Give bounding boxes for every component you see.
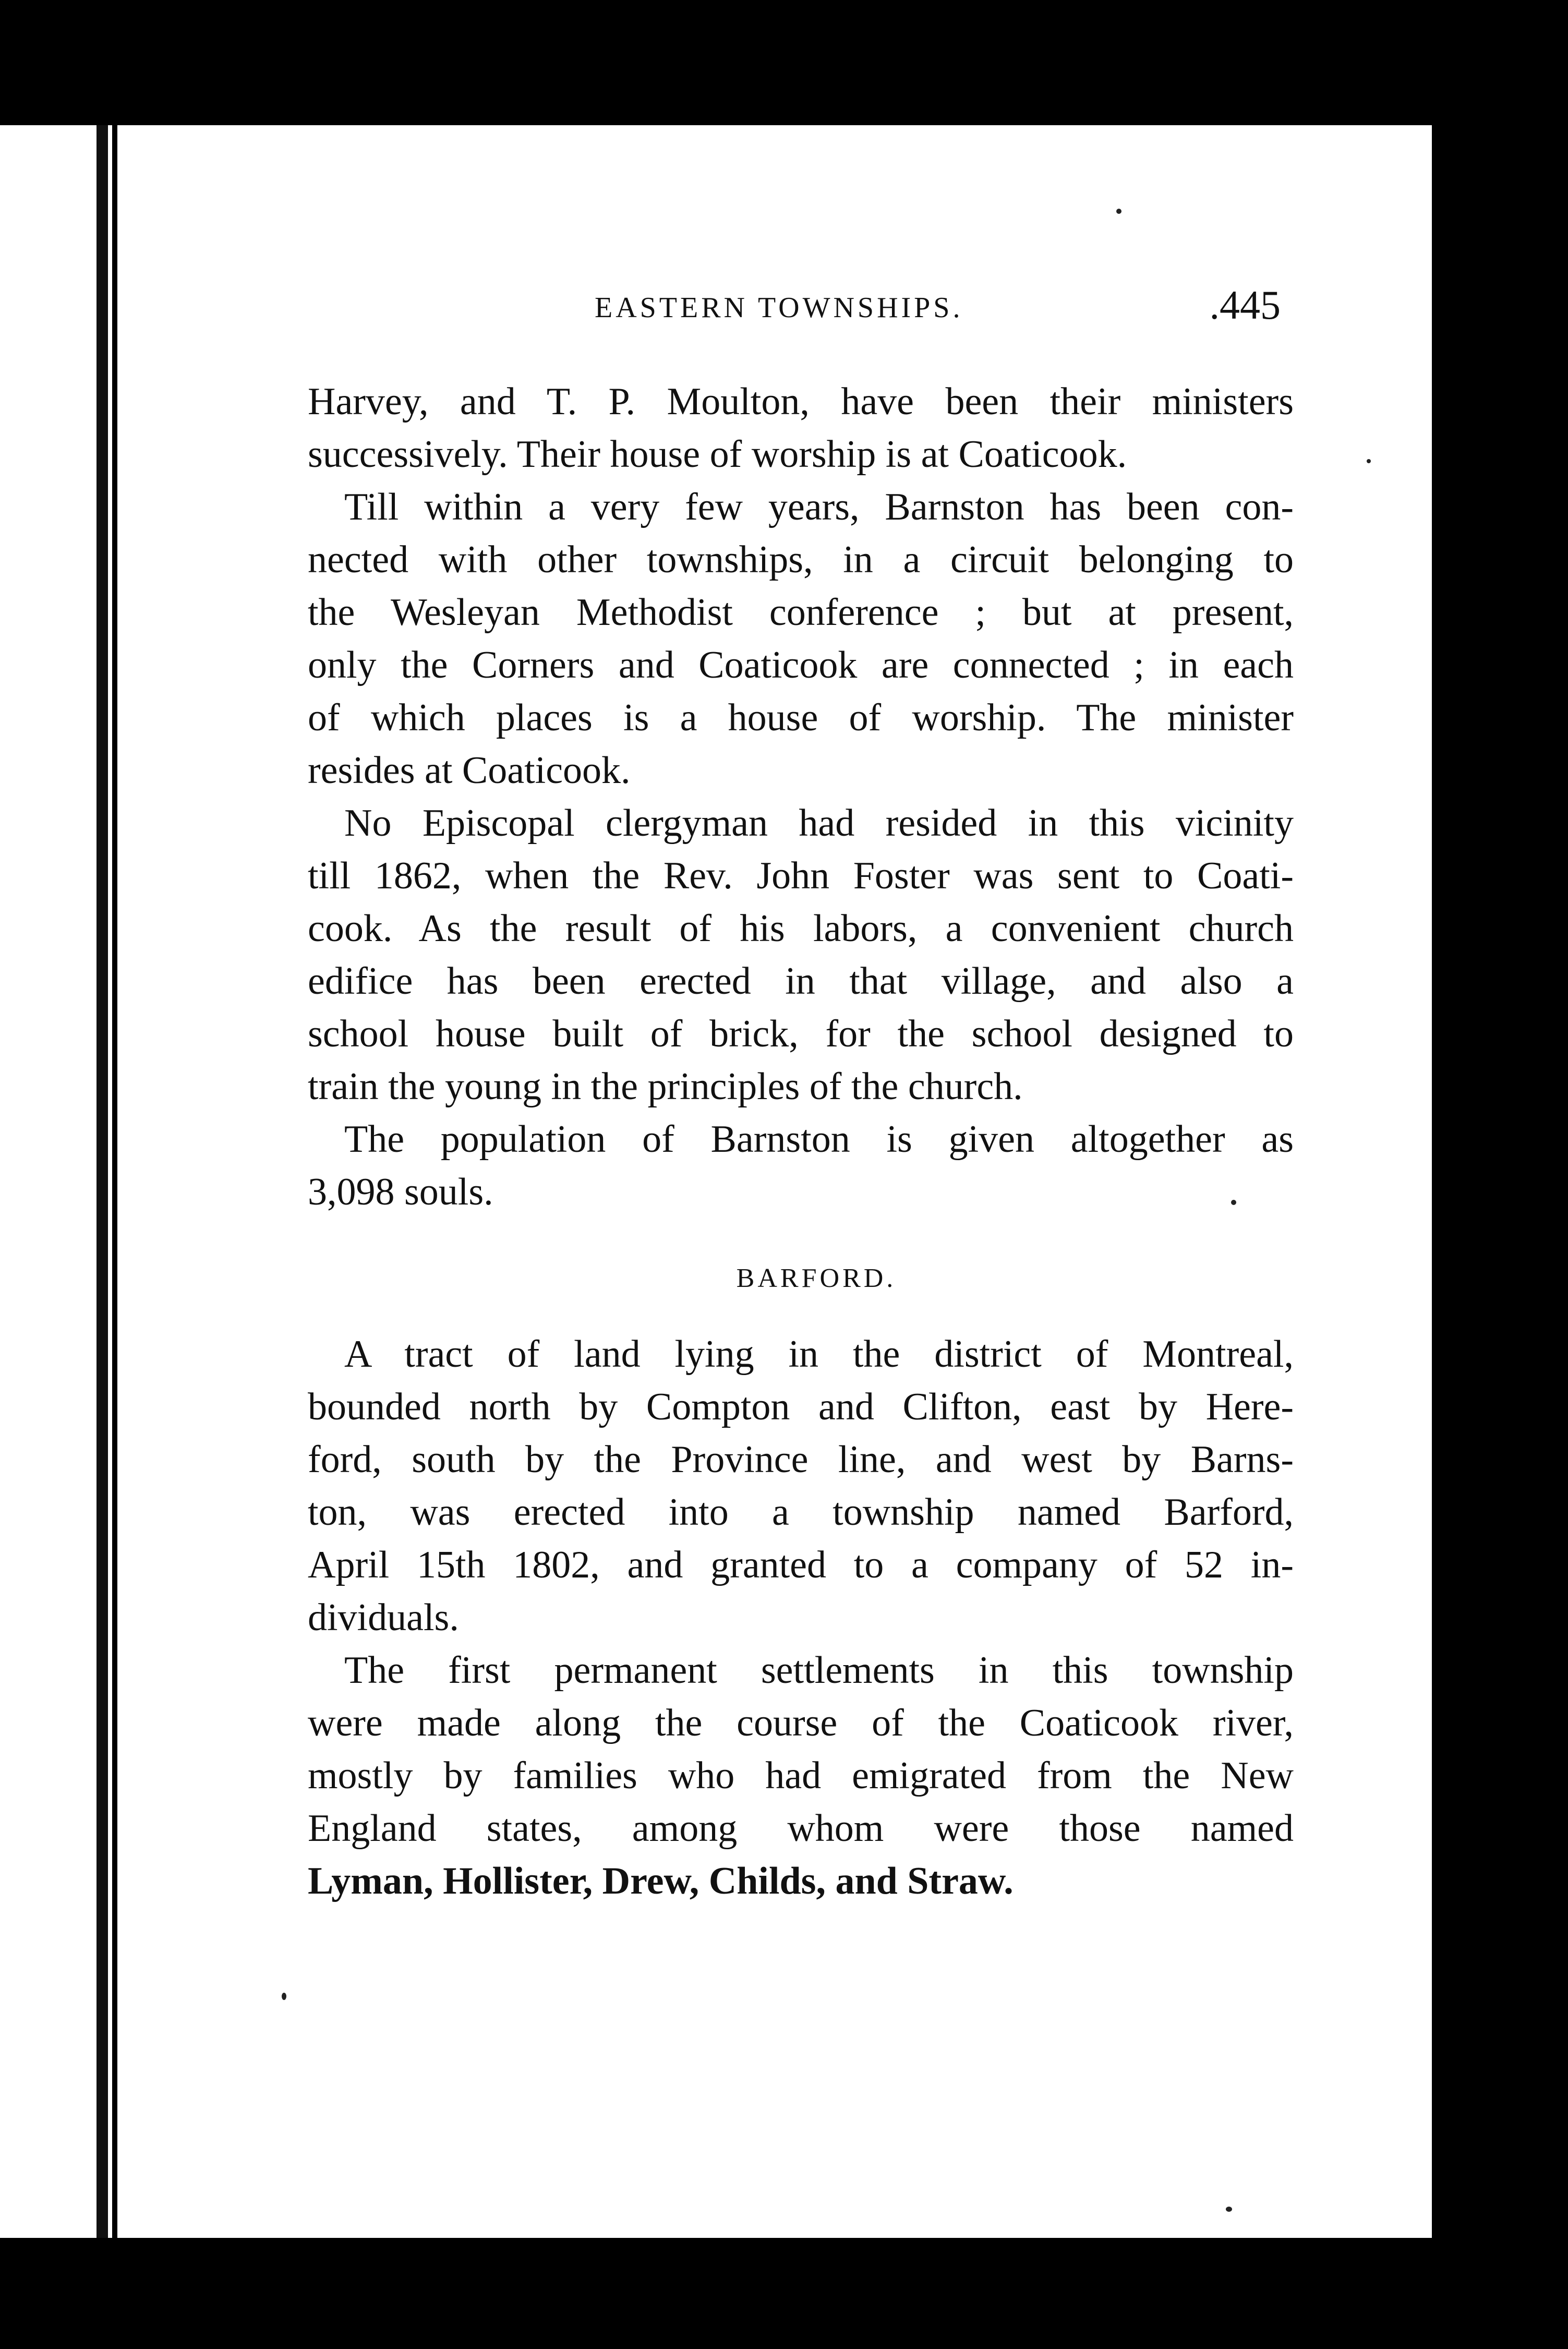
page-number: .445 (1209, 282, 1281, 328)
text-line: of which places is a house of worship. The minister (308, 696, 1294, 739)
page-header (595, 282, 1294, 329)
text-line: till 1862, when the Rev. John Foster was sent to Coati- (308, 854, 1294, 897)
scan-speck (1116, 209, 1121, 214)
text-line: bounded north by Compton and Clifton, east by Here- (308, 1386, 1294, 1428)
text-line: The first permanent settlements in this township (344, 1649, 1294, 1692)
text-line: Harvey, and T. P. Moulton, have been their ministers (308, 380, 1294, 423)
text-line: 3,098 souls. (308, 1171, 493, 1213)
scan-speck (1226, 2207, 1232, 2212)
text-line: No Episcopal clergyman had resided in this vicinity (344, 802, 1294, 845)
text-line: train the young in the principles of the church. (308, 1065, 1023, 1108)
scan-speck (1367, 459, 1371, 463)
running-head: EASTERN TOWNSHIPS. (595, 292, 963, 324)
text-line: A tract of land lying in the district of Montreal, (344, 1333, 1294, 1376)
text-line: The population of Barnston is given altogether as (344, 1118, 1294, 1161)
text-line: successively. Their house of worship is at Coaticook. (308, 433, 1127, 476)
section-heading: BARFORD. (736, 1263, 897, 1293)
text-line: cook. As the result of his labors, a convenient church (308, 907, 1294, 950)
text-line: April 15th 1802, and granted to a company of 52 in- (308, 1544, 1294, 1586)
text-line: mostly by families who had emigrated from the New (308, 1754, 1294, 1797)
text-line: nected with other townships, in a circuit belonging to (308, 538, 1294, 581)
text-line: were made along the course of the Coaticook river, (308, 1702, 1294, 1744)
scan-speck (1231, 1200, 1236, 1205)
text-line: only the Corners and Coaticook are connected ; in each (308, 644, 1294, 686)
text-line: England states, among whom were those named (308, 1807, 1294, 1850)
text-line: ford, south by the Province line, and west by Barns- (308, 1438, 1294, 1481)
text-line: Lyman, Hollister, Drew, Childs, and Straw. (308, 1860, 1014, 1902)
scan-speck (282, 1993, 286, 2000)
text-line: ton, was erected into a township named Barford, (308, 1491, 1294, 1534)
text-line: resides at Coaticook. (308, 749, 631, 792)
facing-page-edge (0, 125, 112, 2238)
text-line: dividuals. (308, 1596, 459, 1639)
text-line: school house built of brick, for the school designed to (308, 1013, 1294, 1055)
page-body (308, 376, 1294, 1908)
text-line: edifice has been erected in that village, and also a (308, 960, 1294, 1003)
text-line: the Wesleyan Methodist conference ; but at present, (308, 591, 1294, 634)
text-line: Till within a very few years, Barnston has been con- (344, 486, 1294, 528)
